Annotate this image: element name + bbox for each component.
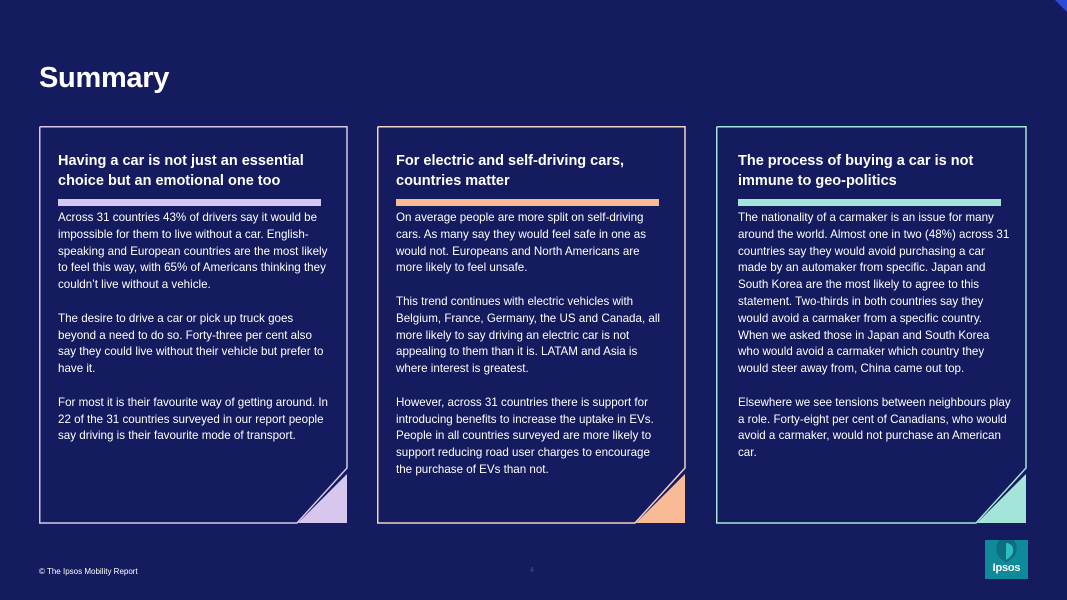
card-paragraph: For most it is their favourite way of getting around. In 22 of the 31 countries surveyed in our report people say driving is their favourite mode of transport. [58, 395, 329, 443]
card-paragraph: The desire to drive a car or pick up truck goes beyond a need to do so. Forty-three per cent also say they could live without their vehicle but prefer to have it. [58, 311, 324, 376]
corner-triangle [977, 474, 1026, 523]
card-body [396, 210, 668, 496]
corner-accent [1055, 0, 1067, 12]
card-paragraph: Across 31 countries 43% of drivers say it would be impossible for them to live without a car. English-speaking and European countries are the most likely to feel this way, with 65% of Americans thinking they couldn’t live without a vehicle. [58, 211, 328, 292]
card-body [738, 210, 1012, 479]
logo-text: Ipsos [992, 562, 1021, 574]
card-accent-bar [738, 199, 1001, 206]
card-accent-bar [58, 199, 321, 206]
footer-copyright: © The Ipsos Mobility Report [39, 567, 138, 576]
card-paragraph: On average people are more split on self-driving cars. As many say they would feel safe in one as would not. Europeans and North Americans are more likely to feel unsafe. [396, 211, 647, 275]
card-heading: Having a car is not just an essential choice but an emotional one too [58, 153, 304, 189]
card-paragraph: Elsewhere we see tensions between neighbours play a role. Forty-eight per cent of Canadians, who would avoid a carmaker, would not purchase an American car. [738, 395, 1011, 460]
card-heading: For electric and self-driving cars, countries matter [396, 153, 625, 189]
summary-card-geopolitics [716, 126, 1027, 524]
corner-triangle [298, 474, 347, 523]
card-accent-bar [396, 199, 659, 206]
card-paragraph: However, across 31 countries there is support for introducing benefits to increase the uptake in EVs. People in all countries surveyed are more likely to support reducing road user charges to encourage the purchase of EVs than not. [396, 395, 654, 476]
page-title: Summary [39, 62, 170, 94]
card-body [58, 210, 330, 462]
ipsos-logo [985, 540, 1028, 579]
card-paragraph: The nationality of a carmaker is an issue for many around the world. Almost one in two (48%) across 31 countries say they would avoid purchasing a car made by an automaker from specific. Japan and South Korea are the most likely to agree to this statement. Two-thirds in both countries say they would avoid a carmaker from a specific country. When we asked those in Japan and South Korea who would avoid a carmaker which country they would steer away from, China came out top. [738, 211, 1010, 376]
card-heading: The process of buying a car is not immune to geo-politics [738, 153, 974, 189]
summary-card-electric [377, 126, 686, 524]
summary-card-emotional [39, 126, 348, 524]
card-paragraph: This trend continues with electric vehicles with Belgium, France, Germany, the US and Canada, all more likely to say driving an electric car is not appealing to them than it is. LATAM and Asia is where interest is greatest. [396, 294, 660, 376]
corner-triangle [636, 474, 685, 523]
page-number: 4 [530, 567, 534, 574]
